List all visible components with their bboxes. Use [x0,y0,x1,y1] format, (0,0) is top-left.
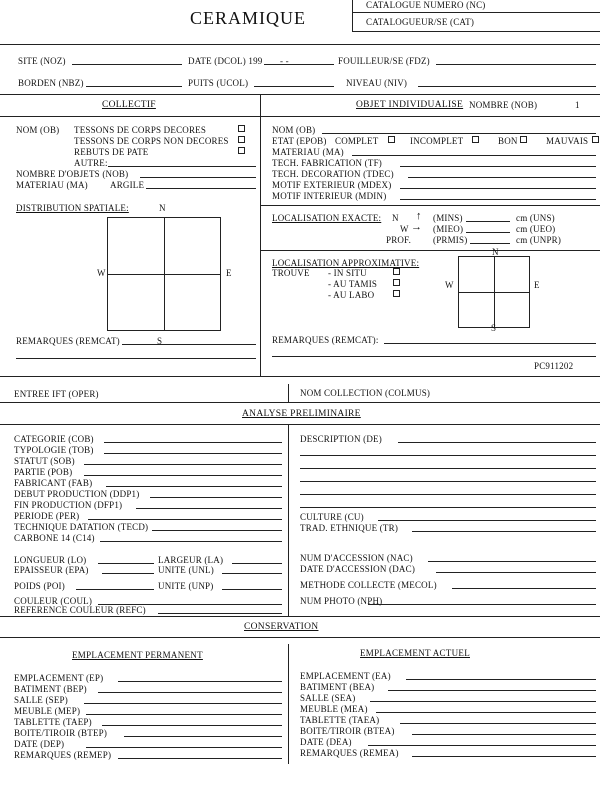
nom-collection-label: NOM COLLECTION (COLMUS) [300,388,431,398]
collectif-remarques-label: REMARQUES (REMCAT) [16,336,120,346]
collectif-remarques-line-2[interactable] [16,358,256,359]
mauvais-checkbox[interactable] [592,136,599,143]
mins-field[interactable] [466,221,510,222]
actuel-field-6[interactable] [412,734,596,735]
objet-compass-s: S [491,323,497,333]
description-line-2[interactable] [300,455,596,456]
trad-ethnique-label: TRAD. ETHNIQUE (TR) [300,523,399,533]
analyse-field-9[interactable] [152,530,282,531]
loc-exacte-label: LOCALISATION EXACTE: [272,213,382,223]
header-rule [0,44,600,45]
permanent-label-7: DATE (DEP) [14,739,65,749]
analyse-field-10[interactable] [100,541,282,542]
tessons-non-decores-checkbox[interactable] [238,136,245,143]
nombre-objets-field[interactable] [140,177,256,178]
etat-bon: BON [498,136,518,146]
objet-nombre-label: NOMBRE (NOB) [469,100,538,110]
actuel-field-4[interactable] [376,712,596,713]
permanent-label-8: REMARQUES (REMEP) [14,750,112,760]
actuel-label-6: BOITE/TIROIR (BTEA) [300,726,395,736]
ref-couleur-field[interactable] [158,613,282,614]
collectif-compass-n: N [159,203,166,213]
permanent-field-4[interactable] [86,714,282,715]
motif-ext-label: MOTIF EXTERIEUR (MDEX) [272,180,392,190]
etat-label: ETAT (EPOB) [272,136,327,146]
couleur-label: COULEUR (COUL) [14,596,93,606]
analyse-label-6: DEBUT PRODUCTION (DDP1) [14,489,140,499]
unpr-label: cm (UNPR) [516,235,562,245]
largeur-label: LARGEUR (LA) [158,555,224,565]
unite-unp-label: UNITE (UNP) [158,581,214,591]
mins-label: (MINS) [433,213,463,223]
actuel-label-5: TABLETTE (TAEA) [300,715,380,725]
borden-field[interactable] [86,86,182,87]
site-label: SITE (NOZ) [18,56,66,66]
analyse-field-7[interactable] [136,508,282,509]
analyse-label-1: CATEGORIE (COB) [14,434,94,444]
objet-materiau-label: MATERIAU (MA) [272,147,344,157]
actuel-field-1[interactable] [406,679,596,680]
permanent-heading: EMPLACEMENT PERMANENT [72,650,203,660]
permanent-field-5[interactable] [102,725,282,726]
mieo-field[interactable] [466,232,510,233]
collectif-compass-e: E [226,268,232,278]
largeur-field[interactable] [232,563,282,564]
permanent-field-6[interactable] [124,736,282,737]
objet-compass-e: E [534,280,540,290]
date-dashes: - - [280,56,289,66]
complet-checkbox[interactable] [388,136,395,143]
analyse-heading: ANALYSE PRELIMINAIRE [242,409,361,419]
collectif-compass-w: W [97,268,106,278]
num-accession-label: NUM D'ACCESSION (NAC) [300,553,413,563]
permanent-field-7[interactable] [86,747,282,748]
actuel-field-8[interactable] [412,756,596,757]
permanent-field-8[interactable] [118,758,282,759]
unite-unp-field[interactable] [222,589,282,590]
actuel-field-5[interactable] [400,723,596,724]
incomplet-checkbox[interactable] [472,136,479,143]
unite-unl-field[interactable] [222,573,282,574]
conservation-heading: CONSERVATION [244,622,319,632]
motif-int-field[interactable] [400,199,596,200]
collectif-nom-option-1: TESSONS DE CORPS DECORES [74,125,207,135]
center-divider-top [260,94,261,376]
permanent-label-2: BATIMENT (BEP) [14,684,87,694]
date-accession-label: DATE D'ACCESSION (DAC) [300,564,416,574]
mieo-label: (MIEO) [433,224,464,234]
niveau-label: NIVEAU (NIV) [346,78,408,88]
objet-remarques-field[interactable] [384,343,596,344]
collectif-materiau-value: ARGILE [110,180,145,190]
collectif-remarques-field[interactable] [122,344,256,345]
analyse-field-5[interactable] [106,486,282,487]
analyse-label-8: PERIODE (PER) [14,511,80,521]
analyse-label-5: FABRICANT (FAB) [14,478,93,488]
tech-deco-field[interactable] [408,177,596,178]
longueur-field[interactable] [98,563,154,564]
loc-approx-label: LOCALISATION APPROXIMATIVE: [272,258,420,268]
collectif-heading: COLLECTIF [102,100,156,110]
actuel-label-4: MEUBLE (MEA) [300,704,368,714]
objet-heading: OBJET INDIVIDUALISE [356,100,464,110]
analyse-label-7: FIN PRODUCTION (DFP1) [14,500,123,510]
etat-mauvais: MAUVAIS [546,136,589,146]
loc-w-label: W [400,224,409,234]
actuel-field-7[interactable] [368,745,596,746]
borden-label: BORDEN (NBZ) [18,78,84,88]
actuel-label-1: EMPLACEMENT (EA) [300,671,391,681]
analyse-label-4: PARTIE (POB) [14,467,73,477]
date-accession-field[interactable] [436,572,596,573]
entree-ift-label: ENTREE IFT (OPER) [14,389,99,399]
prmis-field[interactable] [470,243,510,244]
fouilleur-field[interactable] [436,64,596,65]
puits-label: PUITS (UCOL) [188,78,249,88]
objet-materiau-field[interactable] [352,155,596,156]
num-photo-field[interactable] [368,604,596,605]
motif-ext-field[interactable] [400,188,596,189]
description-line-6[interactable] [300,507,596,508]
collectif-nom-option-2: TESSONS DE CORPS NON DECORES [74,136,229,146]
motif-int-label: MOTIF INTERIEUR (MDIN) [272,191,387,201]
actuel-field-3[interactable] [370,701,596,702]
autre-label: AUTRE: [74,158,108,168]
description-label: DESCRIPTION (DE) [300,434,382,444]
actuel-field-2[interactable] [388,690,596,691]
actuel-label-7: DATE (DEA) [300,737,352,747]
prmis-label: (PRMIS) [433,235,468,245]
etat-complet: COMPLET [335,136,379,146]
unite-unl-label: UNITE (UNL) [158,565,214,575]
tech-fab-label: TECH. FABRICATION (TF) [272,158,382,168]
niveau-field[interactable] [418,86,596,87]
catalogue-numero-label: CATALOGUE NUMERO (NC) [366,0,486,10]
arrow-up-icon: ↑ [416,210,422,222]
longueur-label: LONGUEUR (LO) [14,555,87,565]
culture-label: CULTURE (CU) [300,512,364,522]
description-line-3[interactable] [300,468,596,469]
objet-compass-w: W [445,280,454,290]
permanent-label-1: EMPLACEMENT (EP) [14,673,104,683]
collectif-materiau-label: MATERIAU (MA) [16,180,88,190]
tessons-decores-checkbox[interactable] [238,125,245,132]
site-field[interactable] [72,64,182,65]
puits-field[interactable] [254,86,334,87]
in-situ-label: - IN SITU [328,268,367,278]
in-situ-checkbox[interactable] [393,268,400,275]
objet-nom-label: NOM (OB) [272,125,316,135]
nombre-objets-label: NOMBRE D'OBJETS (NOB) [16,169,129,179]
uns-label: cm (UNS) [516,213,555,223]
analyse-field-8[interactable] [88,519,282,520]
permanent-field-2[interactable] [98,692,282,693]
au-labo-checkbox[interactable] [393,290,400,297]
num-accession-field[interactable] [428,561,596,562]
ref-couleur-label: REFERENCE COULEUR (REFC) [14,605,146,615]
objet-remarques-line-2[interactable] [272,356,596,357]
etat-incomplet: INCOMPLET [410,136,464,146]
poids-field[interactable] [76,589,154,590]
au-tamis-label: - AU TAMIS [328,279,378,289]
au-labo-label: - AU LABO [328,290,375,300]
collectif-nom-option-3: REBUTS DE PATE [74,147,149,157]
permanent-field-1[interactable] [118,681,282,682]
bon-checkbox[interactable] [520,136,527,143]
analyse-label-2: TYPOLOGIE (TOB) [14,445,94,455]
epaisseur-label: EPAISSEUR (EPA) [14,565,89,575]
ueo-label: cm (UEO) [516,224,556,234]
collectif-nom-label: NOM (OB) [16,125,60,135]
center-divider-conservation [288,644,289,764]
objet-remarques-label: REMARQUES (REMCAT): [272,335,379,345]
tech-deco-label: TECH. DECORATION (TDEC) [272,169,394,179]
methode-collecte-label: METHODE COLLECTE (MECOL) [300,580,437,590]
methode-collecte-field[interactable] [452,588,596,589]
catalogueur-label: CATALOGUEUR/SE (CAT) [366,17,475,27]
actuel-label-8: REMARQUES (REMEA) [300,748,399,758]
permanent-field-3[interactable] [84,703,282,704]
poids-label: POIDS (POI) [14,581,65,591]
permanent-label-6: BOITE/TIROIR (BTEP) [14,728,108,738]
autre-field[interactable] [108,166,256,167]
permanent-label-4: MEUBLE (MEP) [14,706,81,716]
actuel-heading: EMPLACEMENT ACTUEL [360,648,470,658]
form-code: PC911202 [534,361,574,371]
analyse-label-9: TECHNIQUE DATATION (TECD) [14,522,149,532]
permanent-label-3: SALLE (SEP) [14,695,68,705]
date-label: DATE (DCOL) 199 [188,56,263,66]
arrow-right-icon: → [411,221,423,233]
objet-nombre-value: 1 [575,100,580,110]
collectif-materiau-field[interactable] [146,188,256,189]
description-field[interactable] [398,442,596,443]
collectif-compass-s: S [157,336,163,346]
analyse-field-3[interactable] [84,464,282,465]
description-line-5[interactable] [300,494,596,495]
actuel-label-3: SALLE (SEA) [300,693,356,703]
date-field[interactable] [264,64,334,65]
loc-n-label: N [392,213,399,223]
fouilleur-label: FOUILLEUR/SE (FDZ) [338,56,430,66]
analyse-label-10: CARBONE 14 (C14) [14,533,95,543]
epaisseur-field[interactable] [102,573,154,574]
description-line-4[interactable] [300,481,596,482]
actuel-label-2: BATIMENT (BEA) [300,682,375,692]
rebuts-pate-checkbox[interactable] [238,147,245,154]
trad-ethnique-field[interactable] [412,531,596,532]
analyse-field-6[interactable] [150,497,282,498]
tech-fab-field[interactable] [400,166,596,167]
culture-field[interactable] [378,520,596,521]
num-photo-label: NUM PHOTO (NPH) [300,596,383,606]
au-tamis-checkbox[interactable] [393,279,400,286]
permanent-label-5: TABLETTE (TAEP) [14,717,92,727]
objet-compass-n: N [492,247,499,257]
prof-label: PROF. [386,235,412,245]
analyse-field-2[interactable] [104,453,282,454]
objet-nom-field[interactable] [322,133,596,134]
distribution-label: DISTRIBUTION SPATIALE: [16,203,129,213]
form-title: CERAMIQUE [190,8,306,28]
center-divider-analyse [288,424,289,616]
analyse-label-3: STATUT (SOB) [14,456,75,466]
trouve-label: TROUVE [272,268,310,278]
analyse-field-4[interactable] [84,475,282,476]
analyse-field-1[interactable] [104,442,282,443]
